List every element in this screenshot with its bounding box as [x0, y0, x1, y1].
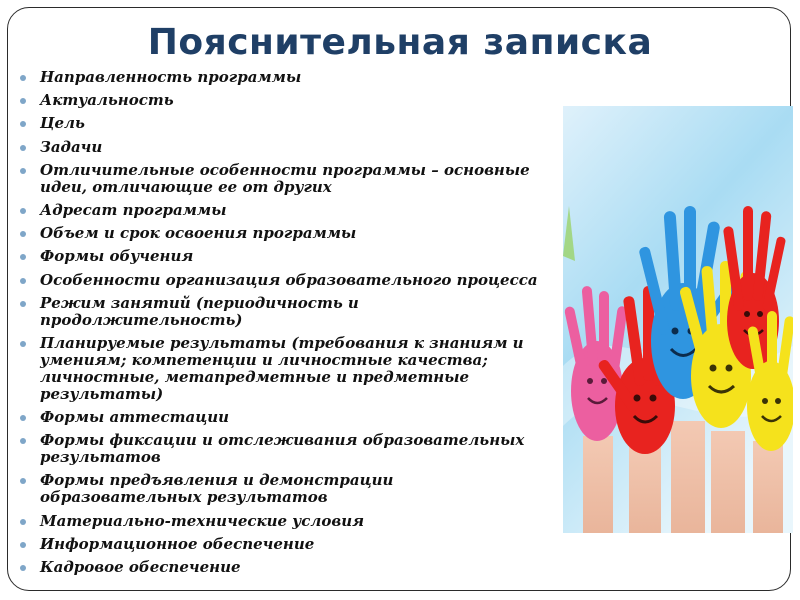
list-item [18, 248, 548, 265]
list-item [18, 472, 548, 506]
slide-title: Пояснительная записка [147, 22, 653, 63]
list-item [18, 225, 548, 242]
bullet-icon [20, 75, 26, 81]
bullet-icon [20, 478, 26, 484]
list-item [18, 295, 548, 329]
bullet-icon [20, 254, 26, 260]
list-item [18, 513, 548, 530]
list-item-text: Кадровое обеспечение [40, 558, 241, 576]
list-item [18, 432, 548, 466]
list-item [18, 115, 548, 132]
list-item-text: Отличительные особенности программы – основные идеи, отличающие ее от других [40, 160, 530, 196]
painted-hands-image [563, 106, 793, 533]
list-item-text: Адресат программы [40, 200, 227, 219]
list-item-text: Задачи [40, 137, 103, 156]
bullet-icon [20, 208, 26, 214]
list-item [18, 69, 548, 86]
list-item [18, 92, 548, 109]
list-item [18, 139, 548, 156]
list-item-text: Актуальность [40, 91, 174, 110]
bullet-icon [20, 98, 26, 104]
bullet-icon [20, 341, 26, 347]
bullet-icon [20, 231, 26, 237]
list-item [18, 536, 548, 553]
bullet-icon [20, 565, 26, 571]
list-item-text: Режим занятий (периодичность и продолжительность) [40, 293, 359, 329]
bullet-icon [20, 415, 26, 421]
list-item-text: Формы фиксации и отслеживания образовательных результатов [40, 431, 525, 467]
list-item-text: Направленность программы [40, 68, 302, 86]
list-item-text: Материально-технические условия [40, 511, 365, 530]
list-item-text: Планируемые результаты (требования к знаниям и умениям; компетенции и личностные качества; личностные, метапредметные и предметные результаты) [40, 333, 524, 403]
list-item [18, 202, 548, 219]
list-item-text: Объем и срок освоения программы [40, 224, 357, 243]
bullet-icon [20, 278, 26, 284]
list-item [18, 272, 548, 289]
bullet-icon [20, 519, 26, 525]
bullet-icon [20, 145, 26, 151]
list-item [18, 162, 548, 196]
list-item-text: Формы аттестации [40, 408, 230, 427]
list-item [18, 335, 548, 403]
bullet-icon [20, 542, 26, 548]
list-item-text: Особенности организация образовательного процесса [40, 270, 538, 289]
list-item-text: Формы обучения [40, 247, 194, 266]
bullet-icon [20, 301, 26, 307]
bullet-list [18, 69, 548, 582]
bullet-icon [20, 121, 26, 127]
list-item [18, 409, 548, 426]
list-item-text: Цель [40, 114, 85, 133]
bullet-icon [20, 168, 26, 174]
bullet-icon [20, 438, 26, 444]
list-item-text: Формы предъявления и демонстрации образовательных результатов [40, 471, 394, 507]
list-item-text: Информационное обеспечение [40, 534, 315, 553]
list-item [18, 559, 548, 576]
